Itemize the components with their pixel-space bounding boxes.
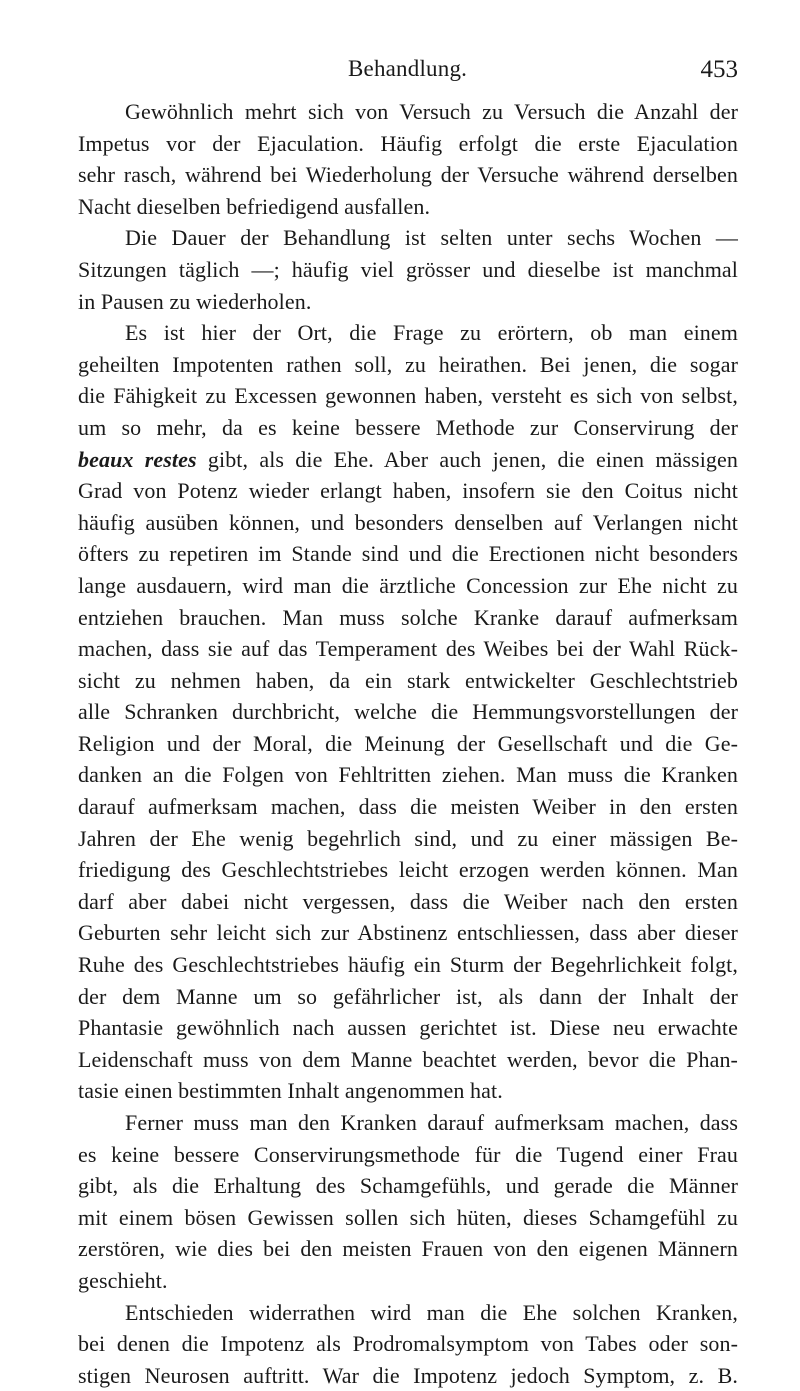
text-line: stigen Neurosen auftritt. War die Impotenz jedoch Symptom, z. B. bbox=[78, 1362, 738, 1388]
text-line: Die Dauer der Behandlung ist selten unter sechs Wochen — bbox=[125, 225, 738, 251]
body-text bbox=[78, 96, 738, 1391]
text-line: Ferner muss man den Kranken darauf aufmerksam machen, dass bbox=[125, 1110, 738, 1135]
text-line: um so mehr, da es keine bessere Methode zur Conservirung der bbox=[78, 414, 738, 440]
text-line: zerstören, wie dies bei den meisten Frauen von den eigenen Männern bbox=[78, 1236, 738, 1262]
text-line: alle Schranken durchbricht, welche die Hemmungsvorstellungen der bbox=[78, 699, 738, 725]
text-line: Gewöhnlich mehrt sich von Versuch zu Versuch die Anzahl der bbox=[125, 99, 738, 124]
paragraph bbox=[78, 96, 738, 222]
book-page bbox=[78, 0, 738, 1388]
text-line: Entschieden widerrathen wird man die Ehe solchen Kranken, bbox=[125, 1299, 738, 1325]
text-line: darf aber dabei nicht vergessen, dass die Weiber nach den ersten bbox=[78, 888, 738, 914]
text-line: Sitzungen täglich —; häufig viel grösser und dieselbe ist manchmal bbox=[78, 256, 738, 282]
text-line: Grad von Potenz wieder erlangt haben, insofern sie den Coitus nicht bbox=[78, 478, 738, 504]
paragraph bbox=[78, 317, 738, 1107]
text-line: geschieht. bbox=[78, 1267, 168, 1293]
text-line: Impetus vor der Ejaculation. Häufig erfolgt die erste Ejaculation bbox=[78, 130, 738, 156]
text-line: geheilten Impotenten rathen soll, zu heirathen. Bei jenen, die sogar bbox=[78, 351, 738, 377]
running-title: Behandlung. bbox=[348, 56, 468, 81]
running-head bbox=[78, 56, 738, 86]
text-line: Jahren der Ehe wenig begehrlich sind, und zu einer mässigen Be- bbox=[78, 825, 738, 851]
paragraph bbox=[78, 1107, 738, 1297]
text-line: entziehen brauchen. Man muss solche Kranke darauf aufmerksam bbox=[78, 604, 738, 630]
emphasis: beaux restes bbox=[78, 446, 197, 472]
text-line: der dem Manne um so gefährlicher ist, als dann der Inhalt der bbox=[78, 983, 738, 1009]
text-line: tasie einen bestimmten Inhalt angenommen hat. bbox=[78, 1078, 503, 1104]
paragraph bbox=[78, 222, 738, 317]
text-line: Leidenschaft muss von dem Manne beachtet werden, bevor die Phan- bbox=[78, 1046, 738, 1072]
text-line: Geburten sehr leicht sich zur Abstinenz entschliessen, dass aber dieser bbox=[78, 920, 738, 946]
paragraph bbox=[78, 1297, 738, 1391]
text-line: friedigung des Geschlechtstriebes leicht erzogen werden können. Man bbox=[78, 857, 738, 883]
text-line: sehr rasch, während bei Wiederholung der Versuche während derselben bbox=[78, 162, 738, 188]
text-line: es keine bessere Conservirungsmethode für die Tugend einer Frau bbox=[78, 1141, 738, 1167]
text-line: sicht zu nehmen haben, da ein stark entwickelter Geschlechtstrieb bbox=[78, 667, 738, 693]
text-line: häufig ausüben können, und besonders denselben auf Verlangen nicht bbox=[78, 509, 738, 535]
text-line: Nacht dieselben befriedigend ausfallen. bbox=[78, 193, 431, 219]
text-line: machen, dass sie auf das Temperament des Weibes bei der Wahl Rück- bbox=[78, 636, 738, 662]
text-line: bei denen die Impotenz als Prodromalsymptom von Tabes oder son- bbox=[78, 1331, 738, 1357]
text-line: gibt, als die Erhaltung des Schamgefühls, und gerade die Männer bbox=[78, 1173, 738, 1199]
text-line: mit einem bösen Gewissen sollen sich hüten, dieses Schamgefühl zu bbox=[78, 1204, 738, 1230]
text-line: beaux restes gibt, als die Ehe. Aber auch jenen, die einen mässigen bbox=[78, 446, 738, 472]
text-line: lange ausdauern, wird man die ärztliche Concession zur Ehe nicht zu bbox=[78, 572, 738, 598]
text-line: die Fähigkeit zu Excessen gewonnen haben, versteht es sich von selbst, bbox=[78, 383, 738, 409]
text-line: Religion und der Moral, die Meinung der Gesellschaft und die Ge- bbox=[78, 730, 738, 756]
text-line: darauf aufmerksam machen, dass die meisten Weiber in den ersten bbox=[78, 794, 738, 820]
text-line: Ruhe des Geschlechtstriebes häufig ein Sturm der Begehrlichkeit folgt, bbox=[78, 952, 738, 978]
text-line: Phantasie gewöhnlich nach aussen gerichtet ist. Diese neu erwachte bbox=[78, 1015, 738, 1041]
text-line: in Pausen zu wiederholen. bbox=[78, 288, 312, 314]
text-line: danken an die Folgen von Fehltritten ziehen. Man muss die Kranken bbox=[78, 762, 738, 788]
page-number: 453 bbox=[700, 56, 738, 83]
text-line: Es ist hier der Ort, die Frage zu erörtern, ob man einem bbox=[125, 320, 738, 346]
text-line: öfters zu repetiren im Stande sind und die Erectionen nicht besonders bbox=[78, 541, 738, 567]
